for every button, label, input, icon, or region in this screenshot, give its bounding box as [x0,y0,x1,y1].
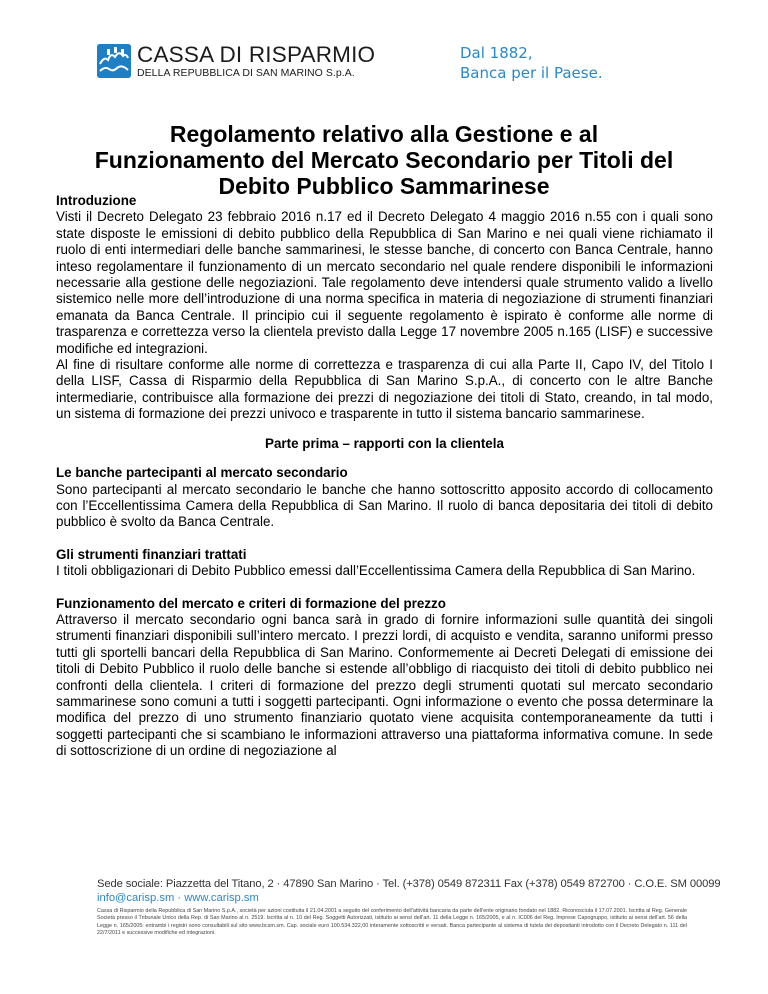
bank-logo-icon [97,44,131,78]
letterhead [0,0,768,100]
section-heading: Le banche partecipanti al mercato secondario [56,465,348,481]
slogan-line-1: Dal 1882, [460,44,533,62]
intro-paragraph-2: Al fine di risultare conforme alle norme di correttezza e trasparenza di cui alla Parte II, Capo IV, del Titolo I della LISF, Cassa di Risparmio della Repubblica di San Marino S.p.A., di concerto con le altre Banche intermediarie, contribuisce alla formazione dei prezzi di negoziazione dei titoli di Stato, creando, in tal modo, un sistema di formazione dei prezzi univoco e trasparente in tutto il sistema bancario sammarinese. [56,357,713,422]
document-title [40,121,728,199]
title-line-1: Regolamento relativo alla Gestione e al [169,121,599,147]
title-line-3: Debito Pubblico Sammarinese [218,173,550,199]
document-body [56,193,713,760]
section-text: Attraverso il mercato secondario ogni banca sarà in grado di fornire informazioni sulle quantità dei singoli strumenti finanziari disponibili sull’intero mercato. I prezzi lordi, di acquisto e vendita, saranno uniformi presso tutti gli sportelli bancari della Repubblica di San Marino. Conformemente ai Decreti Delegati di emissione dei titoli di Debito Pubblico il ruolo delle banche si estende all’obbligo di riacquisto dei titoli di debito pubblico nei confronti della clientela. I criteri di formazione del prezzo degli strumenti quotati sul mercato secondario sammarinese sono comuni a tutti i soggetti partecipanti. Ogni informazione o evento che possa determinare la modifica del prezzo di uno strumento finanziario quotato viene acquisita contemporaneamente da tutti i soggetti partecipanti che si scambiano le informazioni attraverso una piattaforma informativa comune. In sede di sottoscrizione di un ordine di negoziazione al [56,611,713,759]
part-one-title: Parte prima – rapporti con la clientela [265,435,504,451]
section-market-functioning [56,596,713,760]
intro-paragraph-1: Visti il Decreto Delegato 23 febbraio 2016 n.17 ed il Decreto Delegato 4 maggio 2016 n.55 con i quali sono state disposte le emissioni di debito pubblico della Repubblica di San Marino e nei quali viene richiamato il ruolo di enti intermediari delle banche sammarinesi, le stesse banche, di concerto con Banca Centrale, hanno inteso regolamentare il funzionamento di un mercato secondario nel quale rendere disponibili le informazioni necessarie alla gestione delle negoziazioni. Tale regolamento deve intendersi quale strumento valido a livello sistemico nelle more dell’introduzione di una norma specifica in materia di negoziazione di strumenti finanziari emanata da Banca Centrale. Il principio cui il seguente regolamento è ispirato è conforme alle norme di trasparenza e correttezza verso la clientela previsto dalla Legge 17 novembre 2005 n.165 (LISF) e successive modifiche ed integrazioni. [56,209,713,356]
slogan [460,43,603,83]
section-heading: Gli strumenti finanziari trattati [56,546,247,562]
letterhead-footer [97,878,721,938]
footer-contact: info@carisp.sm · www.carisp.sm [97,892,259,904]
section-instruments [56,547,713,580]
slogan-line-2: Banca per il Paese. [460,64,603,82]
footer-legal-notice: Cassa di Risparmio della Repubblica di San Marino S.p.A., società per azioni costituita il 21.04.2001 a seguito del conferimento dell’attività bancaria da parte dell’ente originario fondato nel 1882. Riconosciuta il 17.07.2001. Iscritta al Reg. Generale Società presso il Tribunale Unico della Rep. di San Marino al n. 2519. Iscritta al n. 10 del Reg. Soggetti Autorizzati, istituito ai sensi dell’art. 11 della Legge n. 165/2005, e al n. IC006 del Reg. Imprese Capogruppo, istituito ai sensi dell’art. 56 della Legge n. 165/2005: entrambi i registri sono consultabili sul sito www.bcsm.sm. Cap. sociale euro 100.534.322,00 interamente sottoscritti e versati. Banca partecipante al sistema di tutela dei depositanti introdotto con il Decreto Delegato n. 111 del 22/7/2011 e successive modifiche ed integrazioni. [97,908,687,937]
title-line-2: Funzionamento del Mercato Secondario per Titoli del [94,147,674,173]
section-participating-banks [56,465,713,531]
section-heading: Funzionamento del mercato e criteri di formazione del prezzo [56,595,446,611]
intro-heading: Introduzione [56,193,137,208]
section-text: Sono partecipanti al mercato secondario le banche che hanno sottoscritto apposito accordo di collocamento con l’Eccellentissima Camera della Repubblica di San Marino. Il ruolo di banca depositaria dei titoli di debito pubblico è svolto da Banca Centrale. [56,481,713,530]
section-text: I titoli obbligazionari di Debito Pubblico emessi dall’Eccellentissima Camera della Repubblica di San Marino. [56,563,696,579]
footer-address: Sede sociale: Piazzetta del Titano, 2 · 47890 San Marino · Tel. (+378) 0549 872311 Fax (+378) 0549 872700 · C.O.E. SM 00099 [97,878,721,890]
bank-name: CASSA DI RISPARMIO [137,42,376,67]
bank-subtitle: DELLA REPUBBLICA DI SAN MARINO S.p.A. [137,67,355,79]
